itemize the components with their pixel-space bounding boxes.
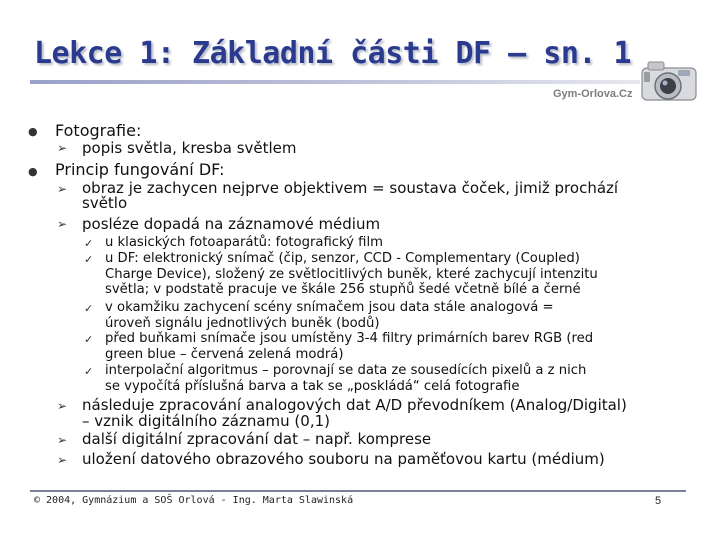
bullet-text: následuje zpracování analogových dat A/D převodníkem (Analog/Digital) – vznik digitálního záznamu (0,1) [82, 396, 627, 430]
bullet-text: uložení datového obrazového souboru na paměťovou kartu (médium) [82, 450, 605, 468]
site-label: Gym-Orlova.Cz [553, 88, 633, 100]
title-underline [30, 80, 640, 84]
arrow-bullet-icon: ➢ [57, 141, 68, 155]
bullet-text: Fotografie: [55, 121, 142, 140]
bullet-text: obraz je zachycen nejprve objektivem = soustava čoček, jimiž prochází světlo [82, 179, 619, 212]
camera-icon [638, 50, 700, 112]
check-icon: ✓ [84, 302, 94, 315]
bullet-text: další digitální zpracování dat – např. komprese [82, 430, 432, 448]
footer-copyright: © 2004, Gymnázium a SOŠ Orlová - Ing. Marta Slawinská [34, 495, 354, 506]
bullet-text: posléze dopadá na záznamové médium [82, 215, 381, 233]
page-number: 5 [655, 495, 662, 507]
bullet-icon: ● [28, 125, 38, 138]
check-icon: ✓ [84, 365, 94, 378]
footer-divider [30, 490, 686, 492]
arrow-bullet-icon: ➢ [57, 453, 68, 467]
check-icon: ✓ [84, 237, 94, 250]
arrow-bullet-icon: ➢ [57, 433, 68, 447]
slide-title: Lekce 1: Základní části DF – sn. 1 [34, 36, 632, 71]
bullet-text: před buňkami snímače jsou umístěny 3-4 filtry primárních barev RGB (red green blue – červená zelená modrá) [105, 331, 594, 362]
bullet-icon: ● [28, 165, 38, 178]
bullet-text: interpolační algoritmus – porovnají se data ze sousedících pixelů a z nich se vypočítá příslušná barva a tak se „poskládá“ celá fotografie [105, 363, 587, 394]
bullet-text: u klasických fotoaparátů: fotografický film [105, 235, 383, 250]
check-icon: ✓ [84, 253, 94, 266]
bullet-text: v okamžiku zachycení scény snímačem jsou data stále analogová = úroveň signálu jednotlivých buněk (bodů) [105, 300, 554, 331]
bullet-text: Princip fungování DF: [55, 160, 225, 179]
check-icon: ✓ [84, 333, 94, 346]
bullet-text: popis světla, kresba světlem [82, 139, 297, 157]
arrow-bullet-icon: ➢ [57, 399, 68, 413]
arrow-bullet-icon: ➢ [57, 217, 68, 231]
bullet-text: u DF: elektronický snímač (čip, senzor, CCD - Complementary (Coupled) Charge Device), složený ze světlocitlivých buněk, které zachycují intenzitu světla; v podstatě pracuje ve škále 256 stupňů šedé včetně bílé a černé [105, 251, 598, 297]
arrow-bullet-icon: ➢ [57, 182, 68, 196]
